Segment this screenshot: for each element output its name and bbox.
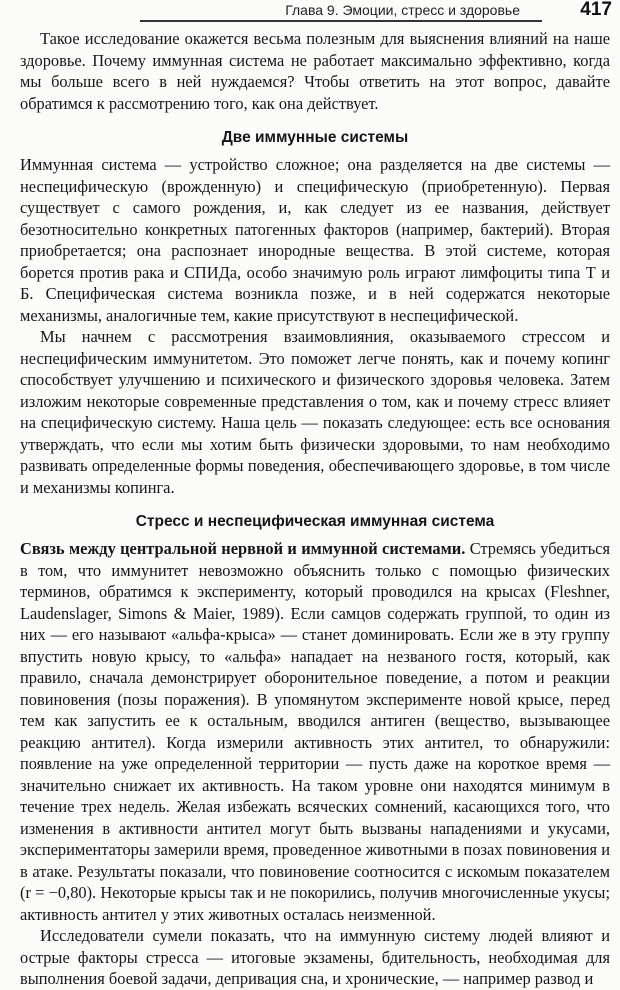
paragraph: Мы начнем с рассмотрения взаимовлияния, оказываемого стрессом и неспецифическим иммунитетом. Это поможет легче понять, как и почему копинг способствует улучшению и психического и физического здоровья человека. Затем изложим некоторые современные представления о том, как и почему стресс влияет на специфическую систему. Наша цель — показать следующее: есть все основания утверждать, что если мы хотим быть физически здоровыми, то нам необходимо развивать определенные формы поведения, обеспечивающего здоровье, в том числе и механизмы копинга. [20, 327, 610, 497]
inline-heading: Связь между центральной нервной и иммунной системами. [20, 539, 466, 558]
section-heading-two-immune-systems: Две иммунные системы [221, 129, 409, 146]
page-body [20, 28, 610, 990]
header-rule [140, 20, 542, 22]
running-head [0, 0, 620, 30]
paragraph: Иммунная система — устройство сложное; она разделяется на две системы — неспецифическую (врожденную) и специфическую (приобретенную). Первая существует с самого рождения, и, как следует из ее названия, действует безотносительно конкретных патогенных факторов (например, бактерий). Вторая приобретается; она распознает инородные вещества. В этой системе, которая борется против рака и СПИДа, особо значимую роль играют лимфоциты типа Т и Б. Специфическая система возникла позже, и в ней содержатся некоторые механизмы, аналогичные тем, какие присутствуют в неспецифической. [20, 155, 610, 325]
intro-paragraph: Такое исследование окажется весьма полезным для выяснения влияний на наше здоровье. Почему иммунная система не работает максимально эффективно, когда мы больше всего в ней нуждаемся? Чтобы ответить на этот вопрос, давайте обратимся к рассмотрению того, как она действует. [20, 29, 610, 113]
paragraph: Исследователи сумели показать, что на иммунную систему людей влияют и острые факторы стресса — итоговые экзамены, бдительность, необходимая для выполнения боевой задачи, депривация сна, и хронические, — например развод и [20, 926, 610, 988]
paragraph-text: Стремясь убедиться в том, что иммунитет невозможно объяснить только с помощью физических терминов, обратимся к эксперименту, который проводился на крысах (Fleshner, Laudenslager, Simons & Maier, 1989). Если самцов содержать группой, то один из них — его называют «альфа-крыса» — станет доминировать. Если же в эту группу впустить новую крысу, то «альфа» нападает на незваного гостя, который, как правило, сначала демонстрирует оборонительное поведение, а потом и реакции повиновения (позы поражения). В упомянутом эксперименте новой крысе, перед тем как запустить ее к остальным, вводился антиген (вещество, вызывающее реакцию антител). Когда измерили активность этих антител, то обнаружили: появление на уже определенной территории — пусть даже на короткое время — значительно снижает их активность. На таком уровне они находятся минимум в течение трех недель. Желая избежать всяческих сомнений, касающихся того, что изменения в активности антител могут быть вызваны нападениями и укусами, экспериментаторы замерили время, проведенное животными в позах повиновения и в атаке. Результаты показали, что повиновение соотносится с искомым показателем (r = −0,80). Некоторые крысы так и не покорились, получив многочисленные укусы; активность антител у этих животных осталась неизменной. [20, 539, 610, 924]
page-number: 417 [580, 0, 612, 20]
chapter-title: Глава 9. Эмоции, стресс и здоровье [285, 2, 520, 18]
paragraph-with-inline-heading [20, 538, 610, 925]
section-heading-stress-nonspecific: Стресс и неспецифическая иммунная система [135, 513, 495, 530]
